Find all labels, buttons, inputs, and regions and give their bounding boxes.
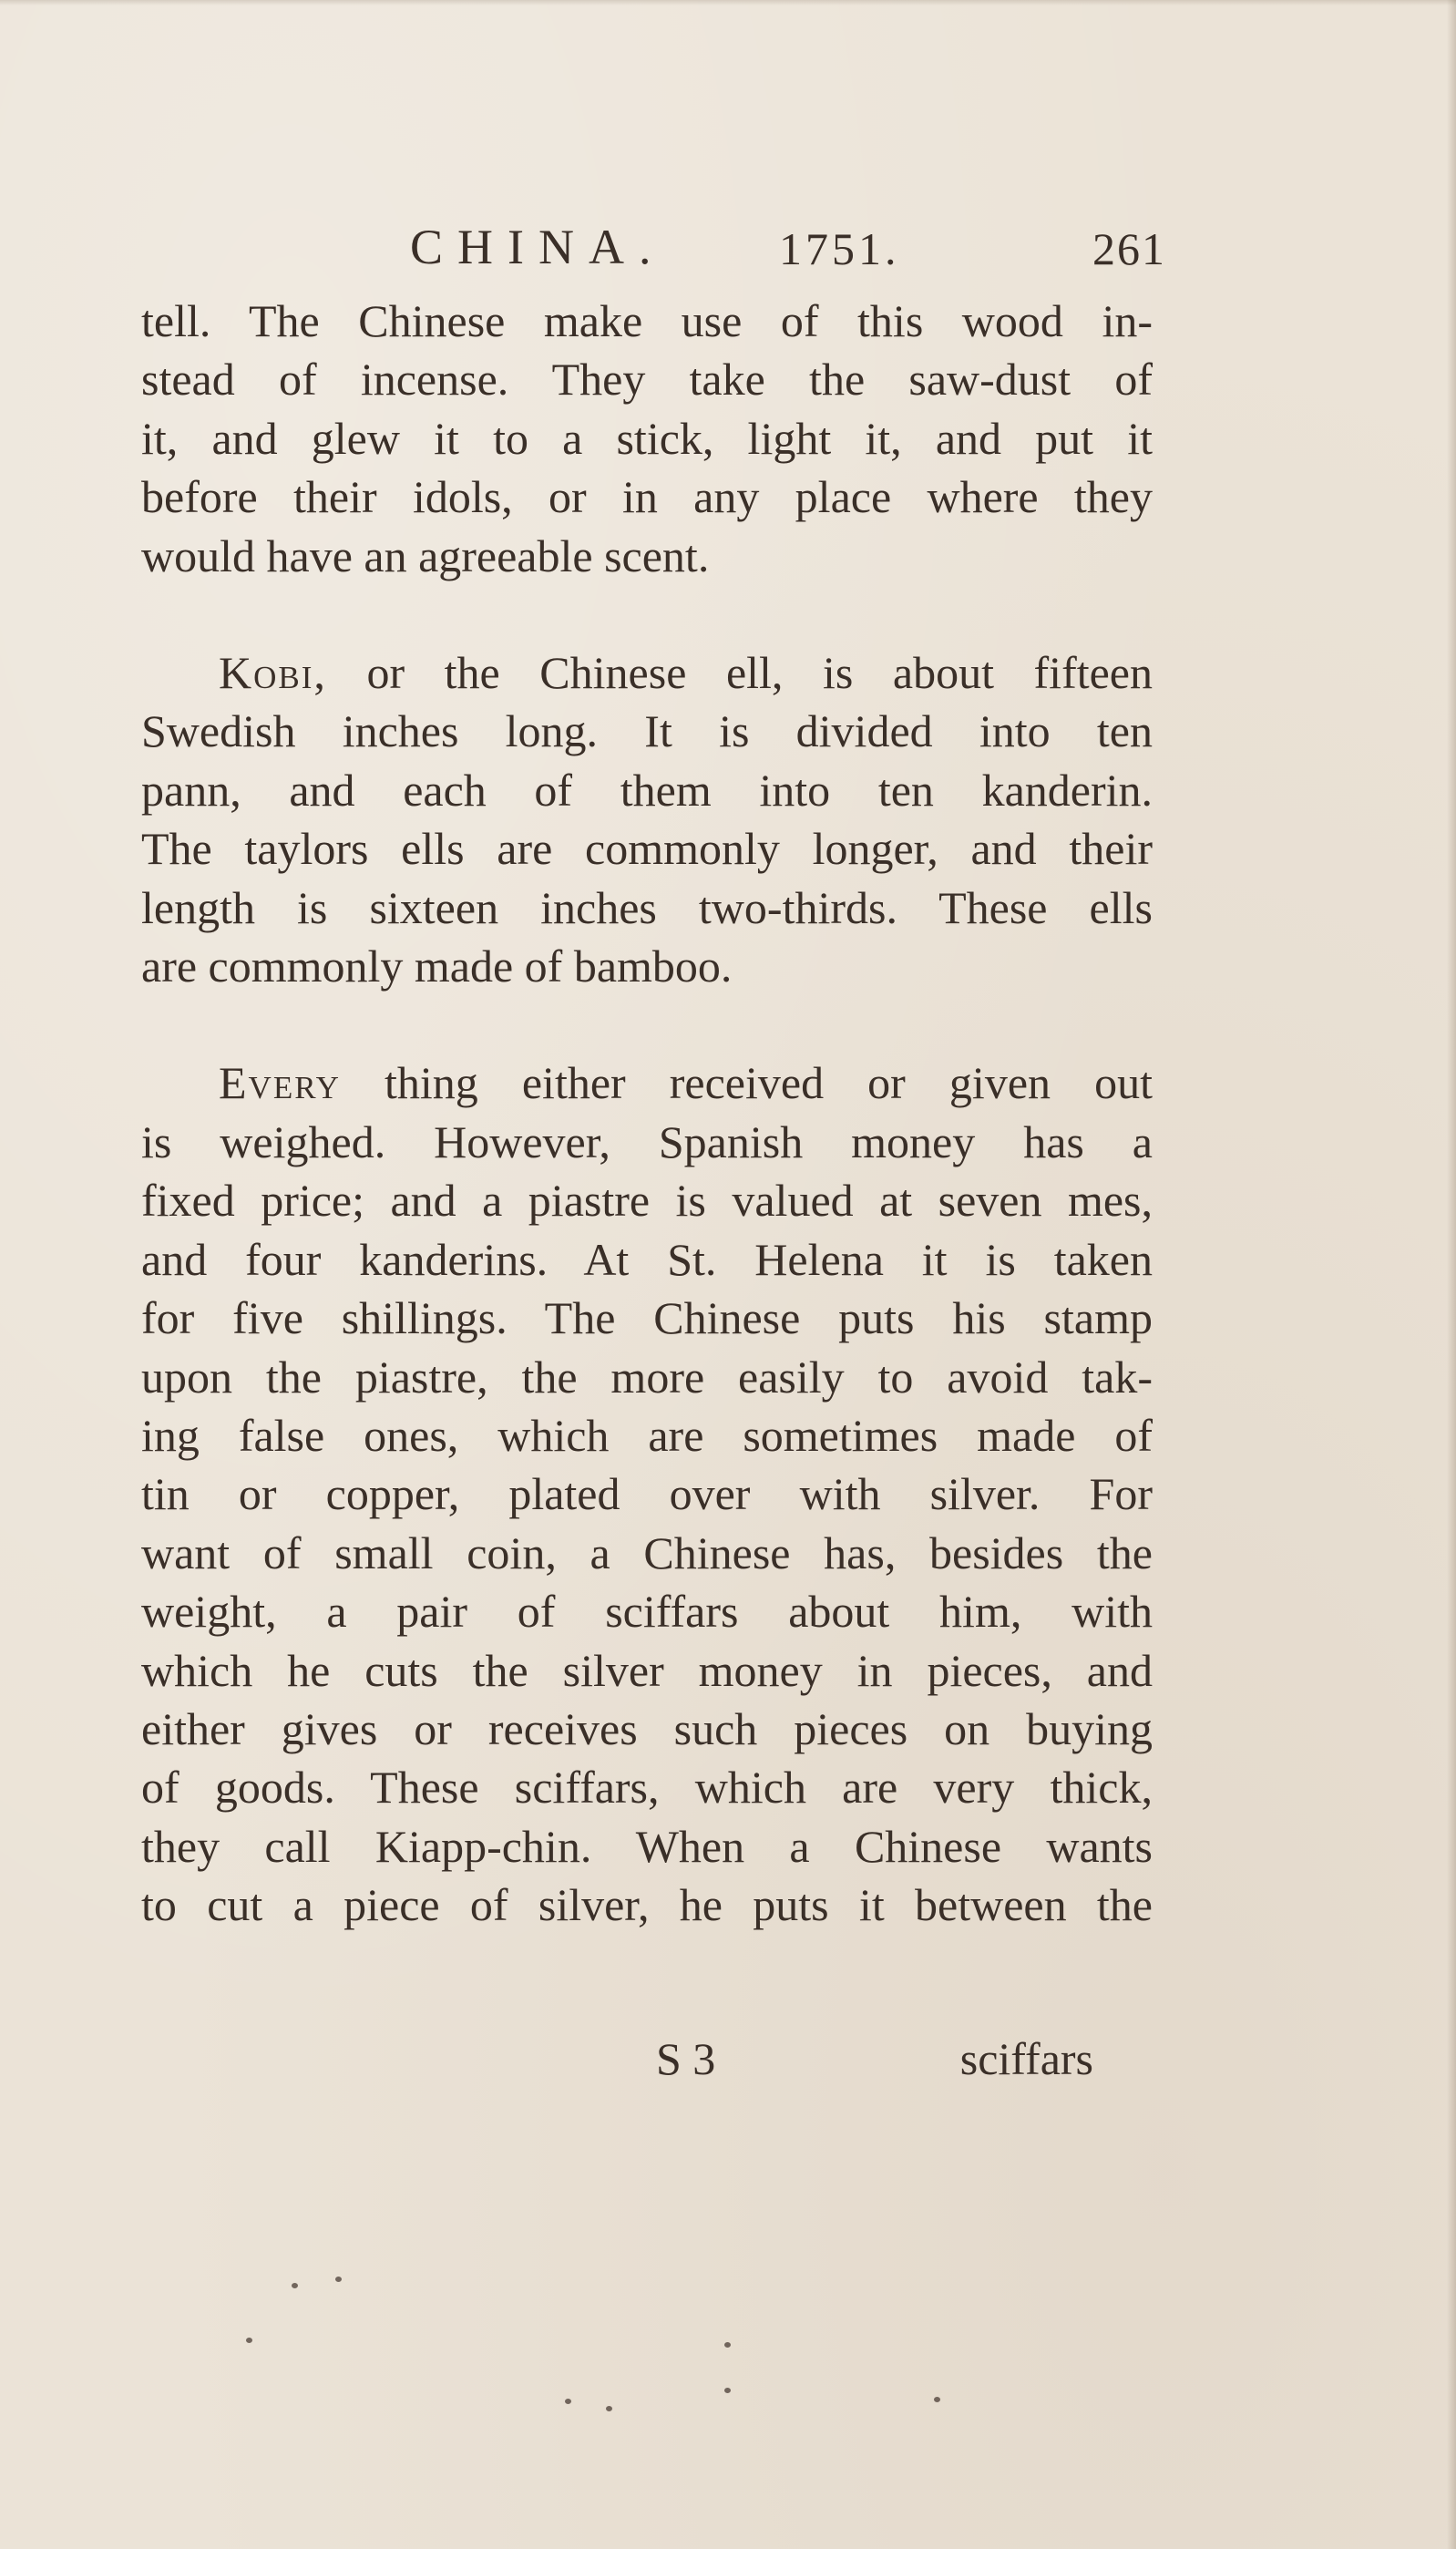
text-line: before their idols, or in any place where they [141, 471, 1153, 523]
page-edge-right [1447, 0, 1456, 2549]
ink-speck [724, 2388, 731, 2393]
signature-mark: S 3 [656, 2033, 716, 2084]
text-line: weight, a pair of sciffars about him, with [141, 1586, 1153, 1638]
paragraph-gap [141, 585, 1153, 643]
text-line: which he cuts the silver money in pieces, and [141, 1644, 1153, 1696]
text-line: for five shillings. The Chinese puts his stamp [141, 1292, 1153, 1344]
text-line: The taylors ells are commonly longer, and their [141, 823, 1153, 875]
text-line: upon the piastre, the more easily to avoid tak- [141, 1351, 1153, 1403]
page-footer [137, 2032, 1093, 2096]
header-year: 1751. [779, 223, 900, 274]
catchword: sciffars [959, 2033, 1093, 2084]
lead-line-rest: or the Chinese ell, is about fifteen [326, 647, 1153, 699]
page-number: 261 [1092, 223, 1166, 274]
lead-word: Kobi, [219, 647, 327, 699]
ink-speck [606, 2406, 612, 2411]
paragraph-3 [141, 1054, 1153, 1934]
text-line: tin or copper, plated over with silver. For [141, 1468, 1153, 1520]
text-line: and four kanderins. At St. Helena it is taken [141, 1233, 1153, 1285]
text-line: would have an agreeable scent. [141, 529, 710, 581]
text-line: Swedish inches long. It is divided into ten [141, 705, 1153, 757]
text-line: are commonly made of bamboo. [141, 940, 733, 992]
text-line: of goods. These sciffars, which are very thick, [141, 1762, 1153, 1814]
lead-word: Every [219, 1057, 341, 1109]
text-line: length is sixteen inches two-thirds. These ells [141, 881, 1153, 933]
lead-line-rest: thing either received or given out [340, 1057, 1153, 1109]
text-line: to cut a piece of silver, he puts it between the [141, 1879, 1153, 1931]
paragraph-1 [141, 292, 1153, 585]
ink-speck [724, 2342, 731, 2348]
text-line-lead [141, 1054, 1153, 1112]
running-head: CHINA. [410, 220, 666, 274]
page-header [410, 219, 1166, 283]
text-line: is weighed. However, Spanish money has a [141, 1115, 1153, 1167]
text-line: tell. The Chinese make use of this wood in- [141, 295, 1153, 346]
ink-speck [565, 2399, 571, 2404]
page-edge-top [0, 0, 1456, 5]
text-line: either gives or receives such pieces on buying [141, 1702, 1153, 1754]
text-line: they call Kiapp-chin. When a Chinese wants [141, 1820, 1153, 1872]
text-line: it, and glew it to a stick, light it, and put it [141, 412, 1153, 464]
paragraph-gap [141, 995, 1153, 1054]
ink-speck [246, 2338, 252, 2343]
ink-speck [335, 2277, 342, 2282]
ink-speck [934, 2397, 940, 2402]
text-line: want of small coin, a Chinese has, besides the [141, 1526, 1153, 1578]
paragraph-2 [141, 643, 1153, 995]
text-line: ing false ones, which are sometimes made of [141, 1409, 1153, 1461]
text-line: pann, and each of them into ten kanderin. [141, 764, 1153, 816]
text-line: stead of incense. They take the saw-dust of [141, 354, 1153, 406]
text-line-lead [141, 643, 1153, 702]
text-line: fixed price; and a piastre is valued at seven mes, [141, 1175, 1153, 1227]
body-text [141, 292, 1153, 1935]
ink-speck [292, 2283, 298, 2288]
